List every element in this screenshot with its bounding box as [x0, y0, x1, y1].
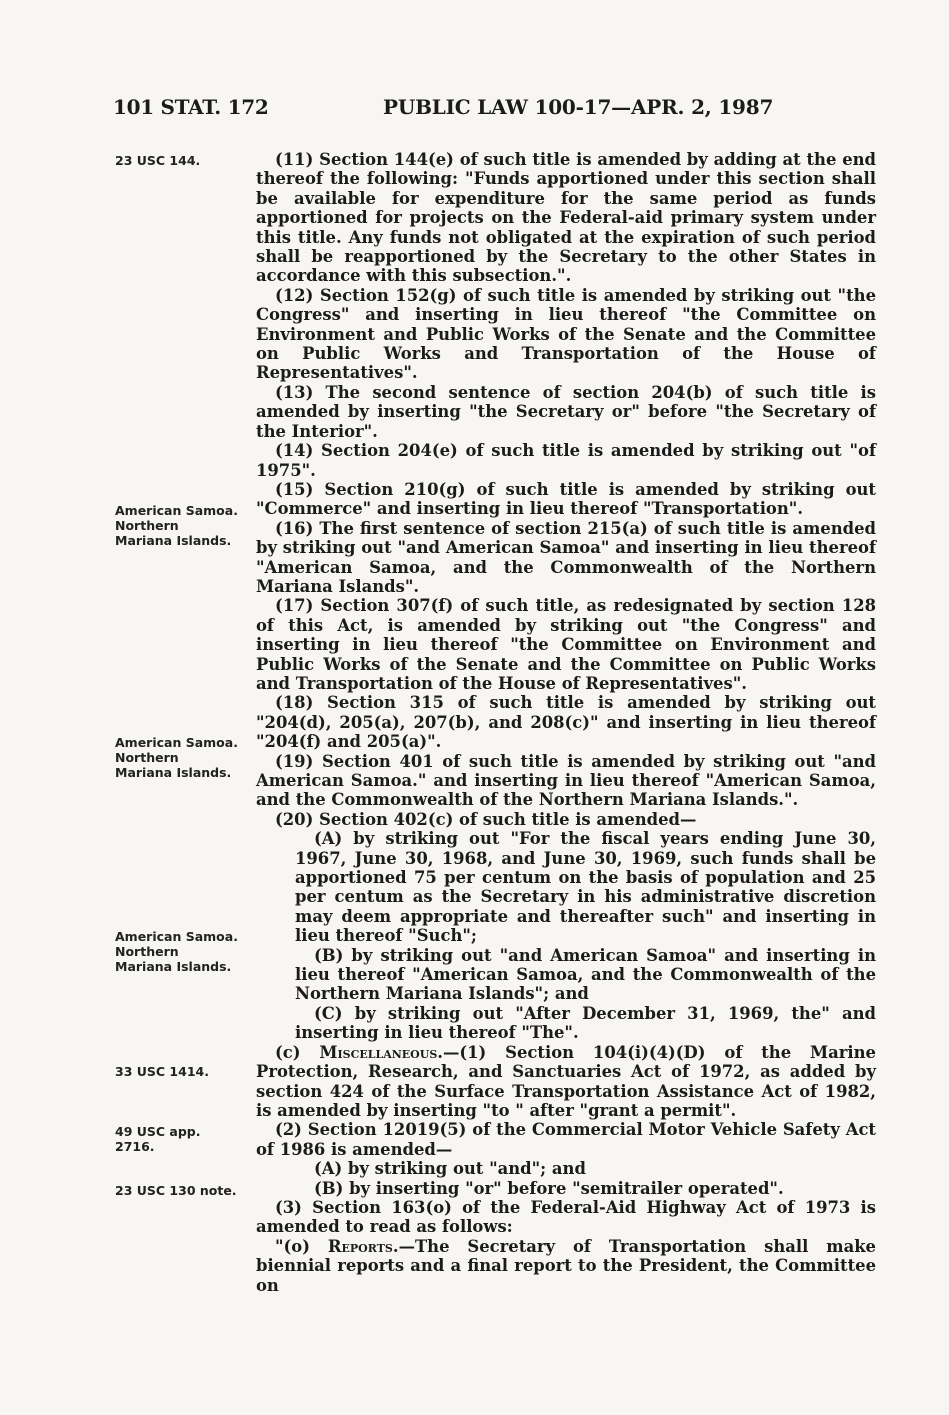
paragraph: (20) Section 402(c) of such title is amended—: [275, 809, 697, 829]
subparagraph: (C) by striking out "After December 31, 1969, the" and inserting in lieu thereof "The".: [295, 1003, 876, 1043]
margin-note: 33 USC 1414.: [115, 1064, 209, 1079]
quoted-prefix: "(o): [275, 1236, 328, 1256]
paragraph: (15) Section 210(g) of such title is amended by striking out "Commerce" and inserting in lieu thereof "Transportation".: [256, 479, 876, 519]
subparagraph: (A) by striking out "For the fiscal years ending June 30, 1967, June 30, 1968, and June 30, 1969, such funds shall be apportioned 75 per centum on the basis of population and 25 per centum as the Secretary in his administrative discretion may deem appropriate and thereafter such" and inserting in lieu thereof "Such";: [295, 829, 876, 946]
margin-note: American Samoa. Northern Mariana Islands.: [115, 503, 238, 548]
section-heading: Miscellaneous.: [319, 1042, 443, 1062]
paragraph: (13) The second sentence of section 204(b) of such title is amended by inserting "the Secretary or" before "the Secretary of the Interior".: [256, 382, 876, 441]
paragraph: (18) Section 315 of such title is amended by striking out "204(d), 205(a), 207(b), and 208(c)" and inserting in lieu thereof "204(f) and 205(a)".: [256, 693, 876, 752]
margin-note: American Samoa. Northern Mariana Islands.: [115, 735, 238, 780]
margin-note: 23 USC 144.: [115, 153, 201, 168]
paragraph-text: —The Secretary of Transportation shall make biennial reports and a final report to the President, the Committee on: [256, 1236, 876, 1295]
paragraph: (11) Section 144(e) of such title is amended by adding at the end thereof the following: "Funds apportioned under this section shall be available for expenditure for the same period as funds apportioned for projects on the Federal-aid primary system under this title. Any funds not obligated at the expiration of such period shall be reapportioned by the Secretary to the other States in accordance with this subsection.".: [256, 150, 876, 286]
paragraph: (17) Section 307(f) of such title, as redesignated by section 128 of this Act, is amended by striking out "the Congress" and inserting in lieu thereof "the Committee on Environment and Public Works of the Senate and the Committee on Public Works and Transportation of the House of Representatives".: [256, 596, 876, 693]
paragraph: (3) Section 163(o) of the Federal-Aid Highway Act of 1973 is amended to read as follows:: [256, 1197, 876, 1237]
paragraph: (2) Section 12019(5) of the Commercial Motor Vehicle Safety Act of 1986 is amended—: [256, 1120, 876, 1159]
body-text: [256, 150, 876, 1295]
subparagraph: (A) by striking out "and"; and: [314, 1159, 586, 1179]
paragraph-reports: [256, 1237, 876, 1295]
margin-note: 49 USC app. 2716.: [115, 1124, 201, 1154]
margin-note: American Samoa. Northern Mariana Islands.: [115, 929, 238, 974]
subparagraph: (B) by inserting "or" before "semitrailer operated".: [314, 1178, 784, 1198]
paragraph-miscellaneous: [256, 1043, 876, 1121]
paragraph: (14) Section 204(e) of such title is amended by striking out "of 1975".: [256, 441, 876, 480]
section-heading: Reports.: [327, 1236, 399, 1256]
subsection-prefix: (c): [275, 1042, 320, 1062]
statute-page-reference: 101 STAT. 172: [113, 95, 269, 119]
paragraph: (19) Section 401 of such title is amended by striking out "and American Samoa." and inserting in lieu thereof "American Samoa, and the Commonwealth of the Northern Mariana Islands.".: [256, 751, 876, 810]
paragraph-text: —(1) Section 104(i)(4)(D) of the Marine Protection, Research, and Sanctuaries Act of 1972, as added by section 424 of the Surface Transportation Assistance Act of 1982, is amended by inserting "to " after "grant a permit".: [256, 1042, 876, 1120]
public-law-title: PUBLIC LAW 100-17—APR. 2, 1987: [383, 95, 774, 119]
page-header: [113, 95, 875, 129]
paragraph: (16) The first sentence of section 215(a) of such title is amended by striking out "and American Samoa" and inserting in lieu thereof "American Samoa, and the Commonwealth of the Northern Mariana Islands".: [256, 518, 876, 596]
margin-note: 23 USC 130 note.: [115, 1183, 237, 1198]
paragraph: (12) Section 152(g) of such title is amended by striking out "the Congress" and inserting in lieu thereof "the Committee on Environment and Public Works of the Senate and the Committee on Public Works and Transportation of the House of Representatives".: [256, 285, 876, 383]
subparagraph: (B) by striking out "and American Samoa" and inserting in lieu thereof "American Samoa, and the Commonwealth of the Northern Mariana Islands"; and: [295, 945, 876, 1004]
